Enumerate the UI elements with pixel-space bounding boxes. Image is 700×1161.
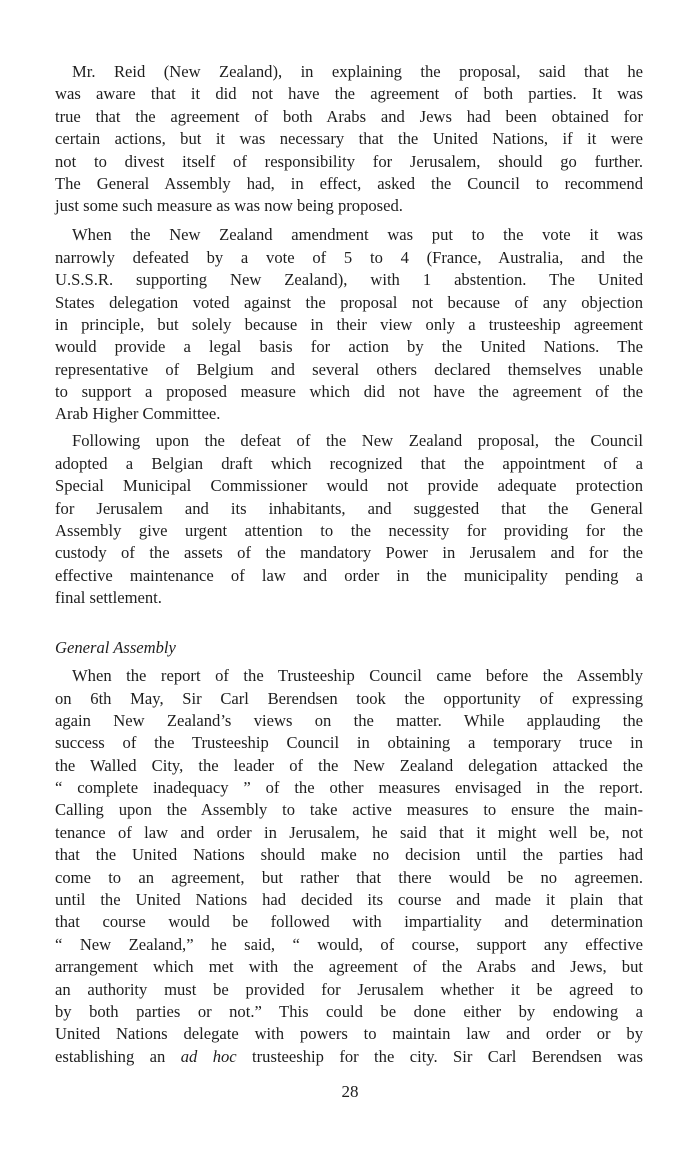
document-page (55, 61, 643, 1068)
text-line: representative of Belgium and several others declared themselves unable (55, 359, 643, 379)
text-line: on 6th May, Sir Carl Berendsen took the opportunity of expressing (55, 688, 643, 708)
body-text (55, 61, 643, 610)
text-line: the Walled City, the leader of the New Zealand delegation attacked the (55, 755, 643, 775)
paragraph (55, 61, 643, 218)
text-line: States delegation voted against the proposal not because of any objection (55, 292, 643, 312)
text-line: in principle, but solely because in their view only a trusteeship agreement (55, 314, 643, 334)
text-line: When the report of the Trusteeship Council came before the Assembly (72, 666, 643, 686)
text-line: until the United Nations had decided its course and made it plain that (55, 890, 643, 910)
text-line: Calling upon the Assembly to take active measures to ensure the main- (55, 800, 643, 820)
text-line: custody of the assets of the mandatory Power in Jerusalem and for the (55, 543, 643, 563)
text-line: Arab Higher Committee. (55, 404, 221, 424)
text-line: true that the agreement of both Arabs and Jews had been obtained for (55, 106, 643, 126)
text-line: to support a proposed measure which did not have the agreement of the (55, 382, 643, 402)
text-line: final settlement. (55, 588, 162, 608)
text-span: establishing an (55, 1046, 166, 1066)
paragraph (55, 430, 643, 609)
paragraph (55, 224, 643, 426)
text-line: success of the Trusteeship Council in obtaining a temporary truce in (55, 733, 643, 753)
text-line: narrowly defeated by a vote of 5 to 4 (France, Australia, and the (55, 247, 643, 267)
text-line: United Nations delegate with powers to maintain law and order or by (55, 1024, 643, 1044)
text-span: trusteeship for the city. Sir Carl Berendsen was (252, 1046, 643, 1066)
text-line: Special Municipal Commissioner would not provide adequate protection (55, 476, 643, 496)
text-line: for Jerusalem and its inhabitants, and suggested that the General (55, 498, 643, 518)
text-line (55, 1046, 643, 1068)
section-heading: General Assembly (55, 638, 176, 658)
text-line: Mr. Reid (New Zealand), in explaining the proposal, said that he (72, 62, 643, 81)
text-line: that course would be followed with impartiality and determination (55, 912, 643, 932)
paragraph (55, 665, 643, 1068)
text-line: again New Zealand’s views on the matter. While applauding the (55, 710, 643, 730)
text-line: by both parties or not.” This could be done either by endowing a (55, 1002, 643, 1021)
text-line: tenance of law and order in Jerusalem, he said that it might well be, not (55, 822, 643, 842)
text-line: an authority must be provided for Jerusalem whether it be agreed to (55, 979, 643, 999)
text-line: come to an agreement, but rather that there would be no agreemen. (55, 867, 643, 887)
italic-phrase: ad hoc (180, 1046, 237, 1066)
text-line: that the United Nations should make no decision until the parties had (55, 845, 643, 865)
text-line: would provide a legal basis for action by the United Nations. The (55, 337, 643, 357)
text-line: effective maintenance of law and order in the municipality pending a (55, 565, 643, 585)
text-line: “ New Zealand,” he said, “ would, of course, support any effective (55, 934, 643, 954)
text-line: was aware that it did not have the agreement of both parties. It was (55, 84, 643, 104)
text-line: “ complete inadequacy ” of the other measures envisaged in the report. (55, 778, 643, 798)
page-number: 28 (341, 1082, 359, 1101)
text-line: not to divest itself of responsibility for Jerusalem, should go further. (55, 151, 643, 171)
text-line: Assembly give urgent attention to the necessity for providing for the (55, 521, 643, 540)
text-line: U.S.S.R. supporting New Zealand), with 1 abstention. The United (55, 270, 643, 290)
text-line: just some such measure as was now being proposed. (55, 196, 403, 216)
text-line: certain actions, but it was necessary that the United Nations, if it were (55, 129, 643, 149)
text-line: When the New Zealand amendment was put to the vote it was (72, 225, 643, 245)
text-line: arrangement which met with the agreement of the Arabs and Jews, but (55, 957, 643, 977)
text-line: Following upon the defeat of the New Zealand proposal, the Council (72, 431, 643, 451)
text-line: The General Assembly had, in effect, asked the Council to recommend (55, 173, 643, 193)
text-line: adopted a Belgian draft which recognized that the appointment of a (55, 453, 643, 473)
